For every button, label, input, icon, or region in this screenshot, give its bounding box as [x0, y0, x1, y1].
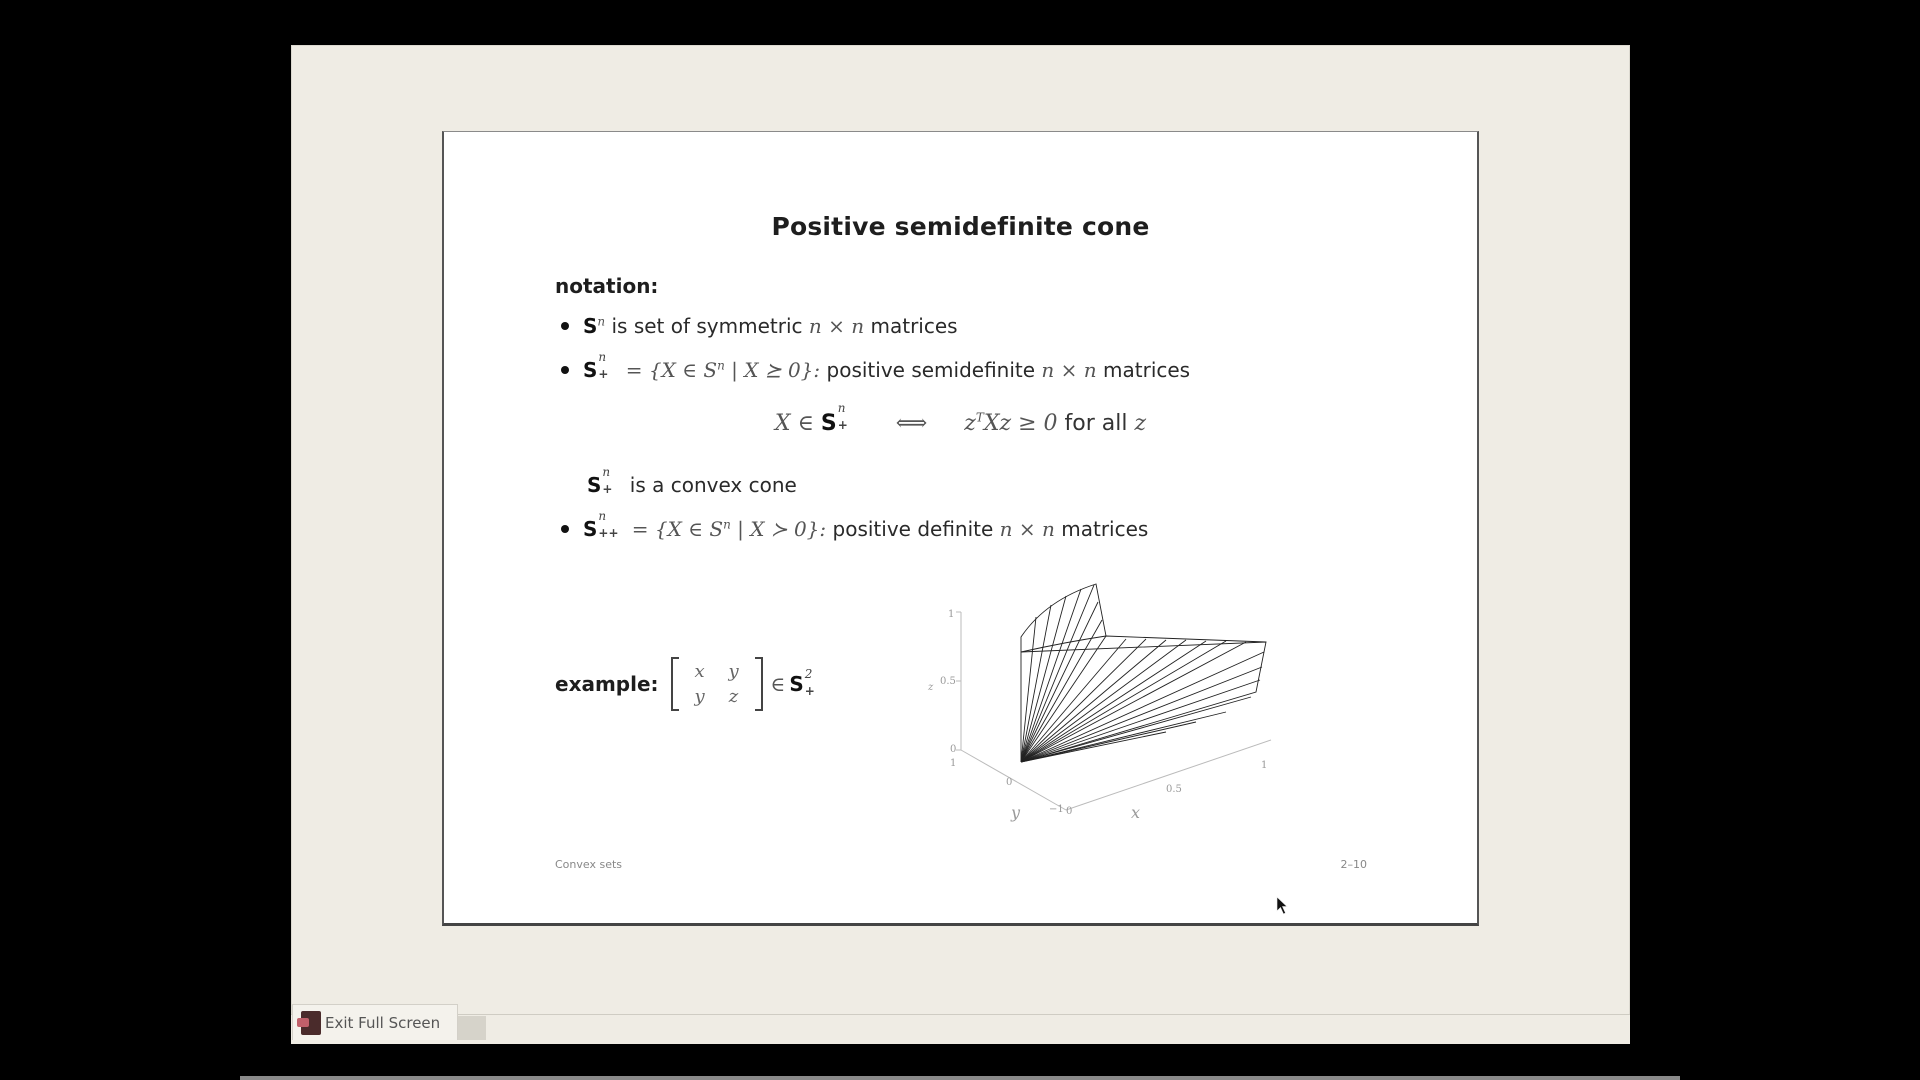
svg-text:0: 0 — [950, 744, 957, 755]
bullet-icon — [561, 525, 569, 533]
svg-text:x: x — [1131, 803, 1141, 822]
svg-text:0: 0 — [1006, 777, 1013, 788]
bullet-pd: S n ++ = {X ∈ $S^n$ | X ≻ 0}: positive definite n × n matrices — [555, 516, 1148, 541]
svg-text:0.5: 0.5 — [1166, 784, 1182, 795]
svg-text:y: y — [1011, 803, 1021, 822]
notation-heading: notation: — [555, 274, 659, 298]
exit-full-screen-label: Exit Full Screen — [325, 1013, 441, 1032]
convex-cone-note: S n + is a convex cone — [587, 465, 797, 497]
footer-section: Convex sets — [555, 858, 623, 871]
bullet-psd: S n + = {X ∈ $S^n$ | X ⪰ 0}: positive semidefinite n × n matrices — [555, 357, 1190, 382]
bullet-symmetric: $S^n$ is set of symmetric n × n matrices — [555, 314, 958, 338]
svg-text:0.5: 0.5 — [940, 676, 956, 687]
exit-fullscreen-icon — [301, 1011, 321, 1035]
exit-full-screen-button[interactable] — [292, 1004, 458, 1040]
footer-page-number: 2–10 — [1340, 858, 1367, 871]
psd-cone-3d-plot — [906, 572, 1296, 842]
svg-text:1: 1 — [950, 758, 957, 769]
svg-text:z: z — [928, 682, 934, 693]
example: example: x y y z ∈ S 2 + — [555, 657, 826, 711]
viewer-bottom-bar — [291, 1014, 1630, 1044]
example-matrix: x y y z — [671, 657, 763, 711]
bullet-icon — [561, 322, 569, 330]
mouse-cursor-icon — [1276, 896, 1290, 916]
svg-text:0: 0 — [1066, 806, 1073, 817]
psd-equivalence: X ∈ S n + ⟺ $z^TXz \ge 0$ for all z — [774, 401, 1147, 436]
slide-title: Positive semidefinite cone — [771, 212, 1150, 241]
svg-text:1: 1 — [1261, 760, 1268, 771]
bullet-icon — [561, 366, 569, 374]
svg-text:−1: −1 — [1049, 804, 1064, 815]
bottom-divider — [240, 1076, 1680, 1080]
svg-text:1: 1 — [948, 609, 955, 620]
slide — [442, 131, 1479, 926]
toolbar-grip[interactable] — [458, 1016, 486, 1040]
